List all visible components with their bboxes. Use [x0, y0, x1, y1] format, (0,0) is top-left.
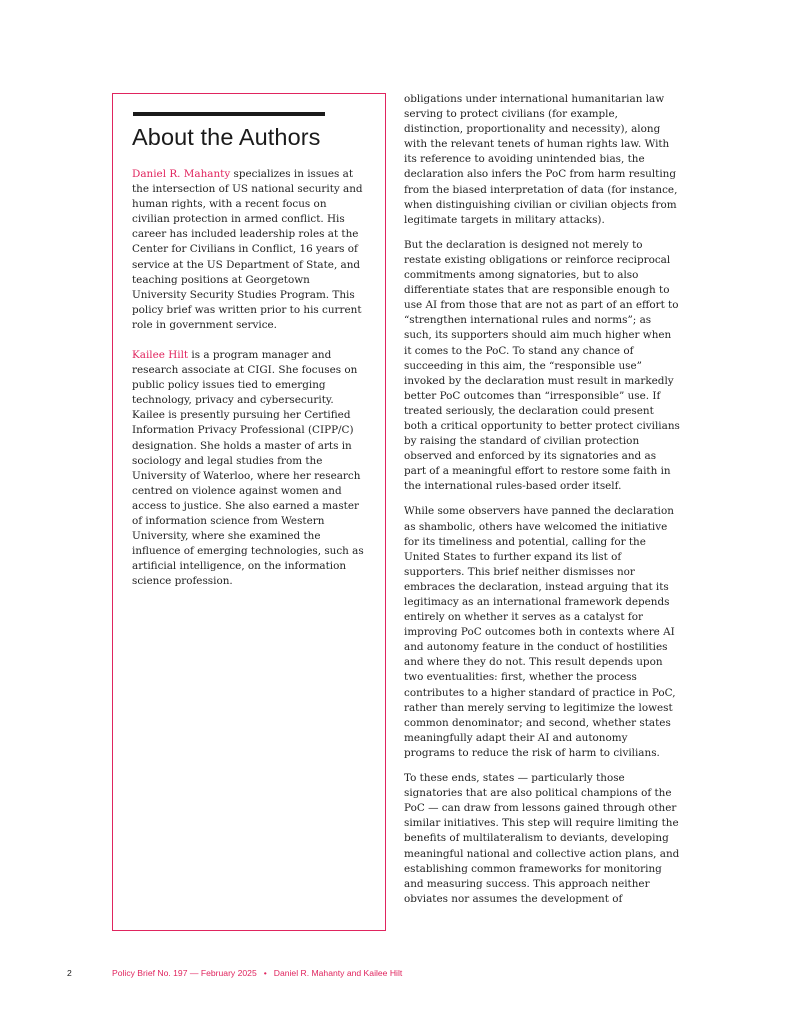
- author-bio-hilt: [132, 348, 364, 590]
- author-name-hilt: Kailee Hilt: [132, 349, 189, 361]
- footer-publication: Policy Brief No. 197 — February 2025: [112, 968, 257, 978]
- body-paragraph: While some observers have panned the declaration as shambolic, others have welcomed the initiative for its timeliness and potential, calling for the United States to further expand its list of supporters. This brief neither dismisses nor embraces the declaration, instead arguing that its legitimacy as an international framework depends entirely on whether it serves as a catalyst for improving PoC outcomes both in contexts where AI and autonomy feature in the conduct of hostilities and where they do not. This result depends upon two eventualities: first, whether the process contributes to a higher standard of practice in PoC, rather than merely serving to legitimize the lowest common denominator; and second, whether states meaningfully adapt their AI and autonomy programs to reduce the risk of harm to civilians.: [404, 505, 676, 759]
- footer-bullet: •: [263, 968, 267, 978]
- body-paragraph: To these ends, states — particularly those signatories that are also political champions of the PoC — can draw from lessons gained through other similar initiatives. This step will require limiting the benefits of multilateralism to deviants, developing meaningful national and collective action plans, and establishing common frameworks for monitoring and measuring success. This approach neither obviates nor assumes the development of: [404, 772, 680, 905]
- page-number: 2: [67, 968, 72, 978]
- body-column: [404, 92, 680, 917]
- sidebar-title: About the Authors: [132, 124, 321, 150]
- body-paragraph: obligations under international humanitarian law serving to protect civilians (for example, distinction, proportionality and necessity), along with the relevant tenets of human rights law. With its reference to avoiding unintended bias, the declaration also infers the PoC from harm resulting from the biased interpretation of data (for instance, when distinguishing civilian or civilian objects from legitimate targets in military attacks).: [404, 93, 678, 226]
- author-bio-text: is a program manager and research associate at CIGI. She focuses on public policy issues tied to emerging technology, privacy and cybersecurity. Kailee is presently pursuing her Certified Information Privacy Professional (CIPP/C) designation. She holds a master of arts in sociology and legal studies from the University of Waterloo, where her research centred on violence against women and access to justice. She also earned a master of information science from Western University, where she examined the influence of emerging technologies, such as artificial intelligence, on the information science profession.: [132, 349, 364, 588]
- body-paragraph: But the declaration is designed not merely to restate existing obligations or reinforce reciprocal commitments among signatories, but to also differentiate states that are responsible enough to use AI from those that are not as part of an effort to “strengthen international rules and norms”; as such, its supporters should aim much higher when it comes to the PoC. To stand any chance of succeeding in this aim, the “responsible use” invoked by the declaration must result in markedly better PoC outcomes than “irresponsible” use. If treated seriously, the declaration could present both a critical opportunity to better protect civilians by raising the standard of civilian protection observed and enforced by its signatories and as part of a meaningful effort to restore some faith in the international rules-based order itself.: [404, 238, 680, 493]
- about-authors-sidebar: [112, 93, 386, 931]
- author-bio-text: specializes in issues at the intersection of US national security and human rights, with a recent focus on civilian protection in armed conflict. His career has included leadership roles at the Center for Civilians in Conflict, 16 years of service at the US Department of State, and teaching positions at Georgetown University Security Studies Program. This policy brief was written prior to his current role in government service.: [132, 168, 363, 331]
- page-footer: [67, 968, 402, 978]
- author-bio-mahanty: [132, 167, 364, 333]
- footer-authors: Daniel R. Mahanty and Kailee Hilt: [273, 968, 403, 978]
- author-name-mahanty: Daniel R. Mahanty: [132, 168, 231, 180]
- sidebar-rule: [133, 112, 325, 116]
